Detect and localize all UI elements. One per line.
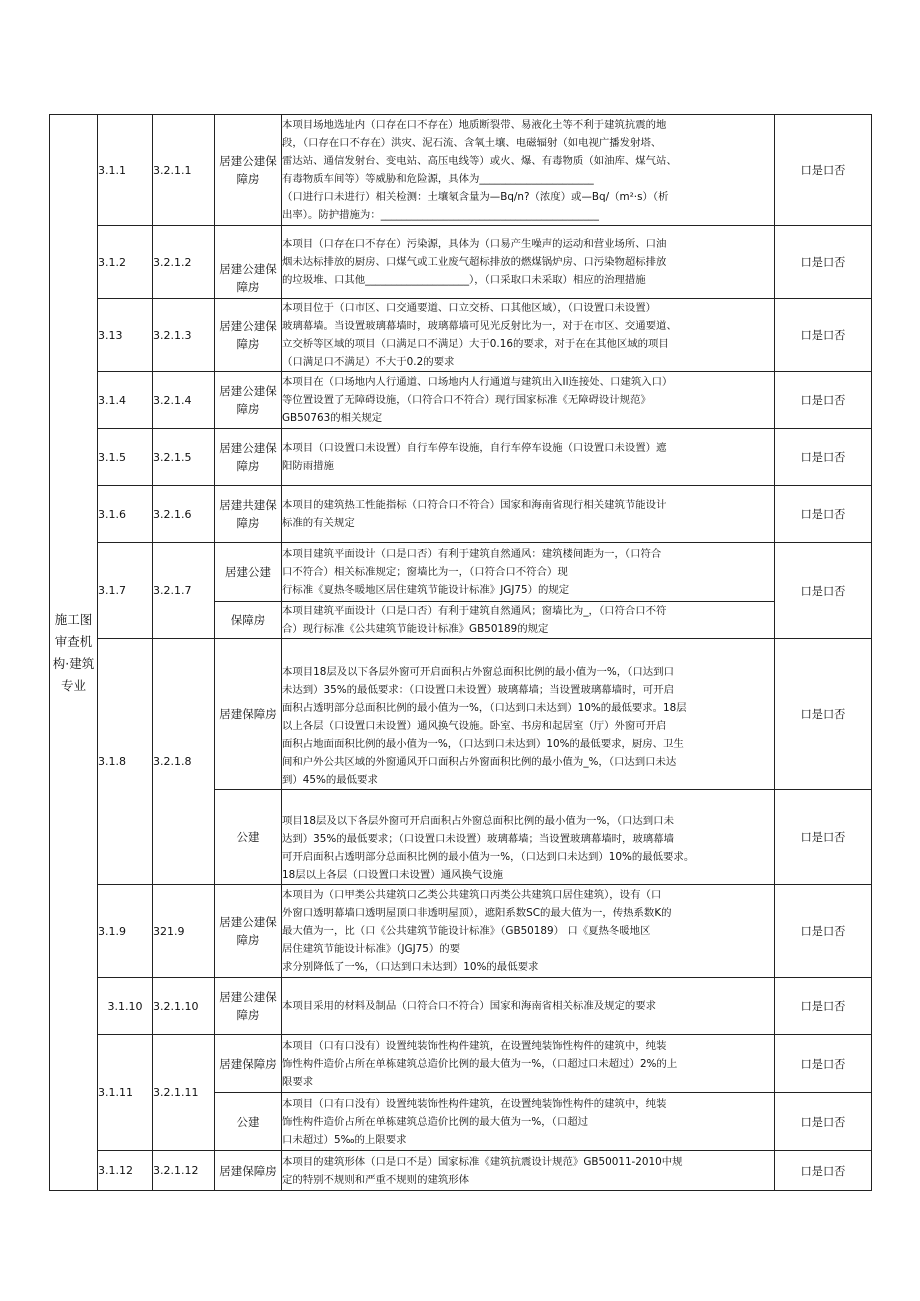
review-checklist-table [49,114,872,1191]
requirement-text: 本项目18层及以下各层外窗可开启面积占外窗总面积比例的最小值为一%，（口达到口 未达到）35%的最低要求：（口设置口未设置）玻璃幕墙；当设置玻璃幕墙时，可开启 面积占透明部分总面积比例的最小值为一%，（口达到口未达到）10%的最低要求。18层 以上各层（口设置口未设置）通风换气设施。卧室、书房和起居室（厅）外窗可开启 面积占地面面积比例的最小值为一%，（口达到口未达到）10%的最低要求，厨房、卫生 间和户外公共区域的外窗通风开口面积占外窗面积比例的最小值为_%，（口达到口未达 到）45%的最低要求 [282,639,775,790]
result-checkbox[interactable]: 口是口否 [775,226,872,299]
item-number: 3.2.1.5 [153,429,215,486]
result-checkbox[interactable]: 口是口否 [775,978,872,1035]
item-number: 3.2.1.3 [153,299,215,372]
requirement-text: 本项目建筑平面设计（口是口否）有利于建筑自然通风：建筑楼间距为一，（口符合 口不符合）相关标准规定；窗墙比为一，（口符合口不符合）现 行标准《夏热冬暖地区居住建筑节能设计标准》JGJ75）的规定 [282,543,775,602]
requirement-text: 本项目（口设置口未设置）自行车停车设施，自行车停车设施（口设置口未设置）遮 阳防雨措施 [282,429,775,486]
result-checkbox[interactable]: 口是口否 [775,639,872,790]
item-number: 3.2.1.4 [153,372,215,429]
clause-number: 3.1.10 [98,978,153,1035]
item-number: 3.2.1.7 [153,543,215,639]
category-cell [50,115,98,1191]
requirement-text: 本项目的建筑热工性能指标（口符合口不符合）国家和海南省现行相关建筑节能设计 标准的有关规定 [282,486,775,543]
result-checkbox[interactable]: 口是口否 [775,299,872,372]
result-checkbox[interactable]: 口是口否 [775,1151,872,1191]
item-number: 3.2.1.10 [153,978,215,1035]
requirement-text: 本项目位于（口市区、口交通要道、口立交桥、口其他区域），（口设置口未设置） 玻璃幕墙。当设置玻璃幕墙时，玻璃幕墙可见光反射比为一，对于在市区、交通要道、 立交桥等区域的项目（口满足口不满足）大于0.16的要求，对于在在其他区域的项目 （口满足口不满足）不大于0.2的要求 [282,299,775,372]
requirement-text: 项目18层及以下各层外窗可开启面积占外窗总面积比例的最小值为一%，（口达到口未 达到）35%的最低要求；（口设置口未设置）玻璃幕墙；当设置玻璃幕墙时，玻璃幕墙 可开启面积占透明部分总面积比例的最小值为一%，（口达到口未达到）10%的最低要求。 18层以上各层（口设置口未设置）通风换气设施 [282,790,775,885]
requirement-text: 本项目场地选址内（口存在口不存在）地质断裂带、易液化土等不利于建筑抗震的地 段，（口存在口不存在）洪灾、泥石流、含氧土壤、电磁辐射（如电视广播发射塔、 雷达站、通信发射台、变电站、高压电线等）或火、爆、有毒物质（如油库、煤气站、 有毒物质车间等）等威胁和危险源，具体为______________________ （口进行口未进行）相关检测：土壤氡含量为—Bq/n?（浓度）或—Bq/（m²·s）（析 出率）。防护措施为：__________________________________________ [282,115,775,226]
result-checkbox[interactable]: 口是口否 [775,790,872,885]
building-type: 居建公建保障房 [215,885,282,978]
building-type: 居建公建保障房 [215,299,282,372]
clause-number: 3.1.12 [98,1151,153,1191]
item-number: 3.2.1.6 [153,486,215,543]
clause-number: 3.1.6 [98,486,153,543]
building-type: 居建公建保障房 [215,115,282,226]
item-number: 3.2.1.8 [153,639,215,885]
building-type: 居建公建 [215,543,282,602]
result-checkbox[interactable]: 口是口否 [775,543,872,639]
requirement-text: 本项目（口存在口不存在）污染源，具体为（口易产生噪声的运动和营业场所、口油 烟未达标排放的厨房、口煤气或工业废气超标排放的燃煤锅炉房、口污染物超标排放 的垃圾堆、口其他____________________），（口采取口未采取）相应的治理措施 [282,226,775,299]
result-checkbox[interactable]: 口是口否 [775,372,872,429]
result-checkbox[interactable]: 口是口否 [775,115,872,226]
building-type: 居建公建保障房 [215,978,282,1035]
building-type: 公建 [215,1093,282,1151]
building-type: 保障房 [215,602,282,639]
clause-number: 3.1.7 [98,543,153,639]
requirement-text: 本项目的建筑形体（口是口不是）国家标准《建筑抗震设计规范》GB50011-2010中规 定的特别不规则和严重不规则的建筑形体 [282,1151,775,1191]
clause-number: 3.13 [98,299,153,372]
building-type: 居建保障房 [215,1151,282,1191]
clause-number: 3.1.5 [98,429,153,486]
clause-number: 3.1.8 [98,639,153,885]
building-type: 居建保障房 [215,1035,282,1093]
result-checkbox[interactable]: 口是口否 [775,885,872,978]
item-number: 321.9 [153,885,215,978]
building-type: 公建 [215,790,282,885]
clause-number: 3.1.9 [98,885,153,978]
requirement-text: 本项目（口有口没有）设置纯装饰性构件建筑，在设置纯装饰性构件的建筑中，纯装 饰性构件造价占所在单栋建筑总造价比例的最大值为一%，（口超过 口未超过）5‰的上限要求 [282,1093,775,1151]
clause-number: 3.1.2 [98,226,153,299]
requirement-text: 本项目采用的材料及制品（口符合口不符合）国家和海南省相关标准及规定的要求 [282,978,775,1035]
clause-number: 3.1.1 [98,115,153,226]
requirement-text: 本项目（口有口没有）设置纯装饰性构件建筑，在设置纯装饰性构件的建筑中，纯装 饰性构件造价占所在单栋建筑总造价比例的最大值为一%，（口超过口未超过）2%的上 限要求 [282,1035,775,1093]
item-number: 3.2.1.12 [153,1151,215,1191]
requirement-text: 本项目为（口甲类公共建筑口乙类公共建筑口丙类公共建筑口居住建筑），设有（口 外窗口透明幕墙口透明屋顶口非透明屋顶），遮阳系数SC的最大值为一，传热系数K的 最大值为一，比（口《公共建筑节能设计标准》（GB50189） 口《夏热冬暖地区 居住建筑节能设计标准》（JGJ75）的要 求分别降低了一%，（口达到口未达到）10%的最低要求 [282,885,775,978]
building-type: 居建公建保障房 [215,226,282,299]
clause-number: 3.1.4 [98,372,153,429]
result-checkbox[interactable]: 口是口否 [775,486,872,543]
result-checkbox[interactable]: 口是口否 [775,1093,872,1151]
item-number: 3.2.1.2 [153,226,215,299]
requirement-text: 本项目建筑平面设计（口是口否）有利于建筑自然通风；窗墙比为_，（口符合口不符 合）现行标准《公共建筑节能设计标准》GB50189的规定 [282,602,775,639]
item-number: 3.2.1.1 [153,115,215,226]
building-type: 居建保障房 [215,639,282,790]
building-type: 居建公建保障房 [215,429,282,486]
building-type: 居建公建保障房 [215,372,282,429]
clause-number: 3.1.11 [98,1035,153,1151]
category-label: 施工图审查机构·建筑专业 [52,611,95,693]
building-type: 居建共建保障房 [215,486,282,543]
item-number: 3.2.1.11 [153,1035,215,1151]
result-checkbox[interactable]: 口是口否 [775,429,872,486]
requirement-text: 本项目在（口场地内人行通道、口场地内人行通道与建筑出入Il连接处、口建筑入口） 等位置设置了无障碍设施，（口符合口不符合）现行国家标准《无障碍设计规范》 GB50763的相关规定 [282,372,775,429]
result-checkbox[interactable]: 口是口否 [775,1035,872,1093]
